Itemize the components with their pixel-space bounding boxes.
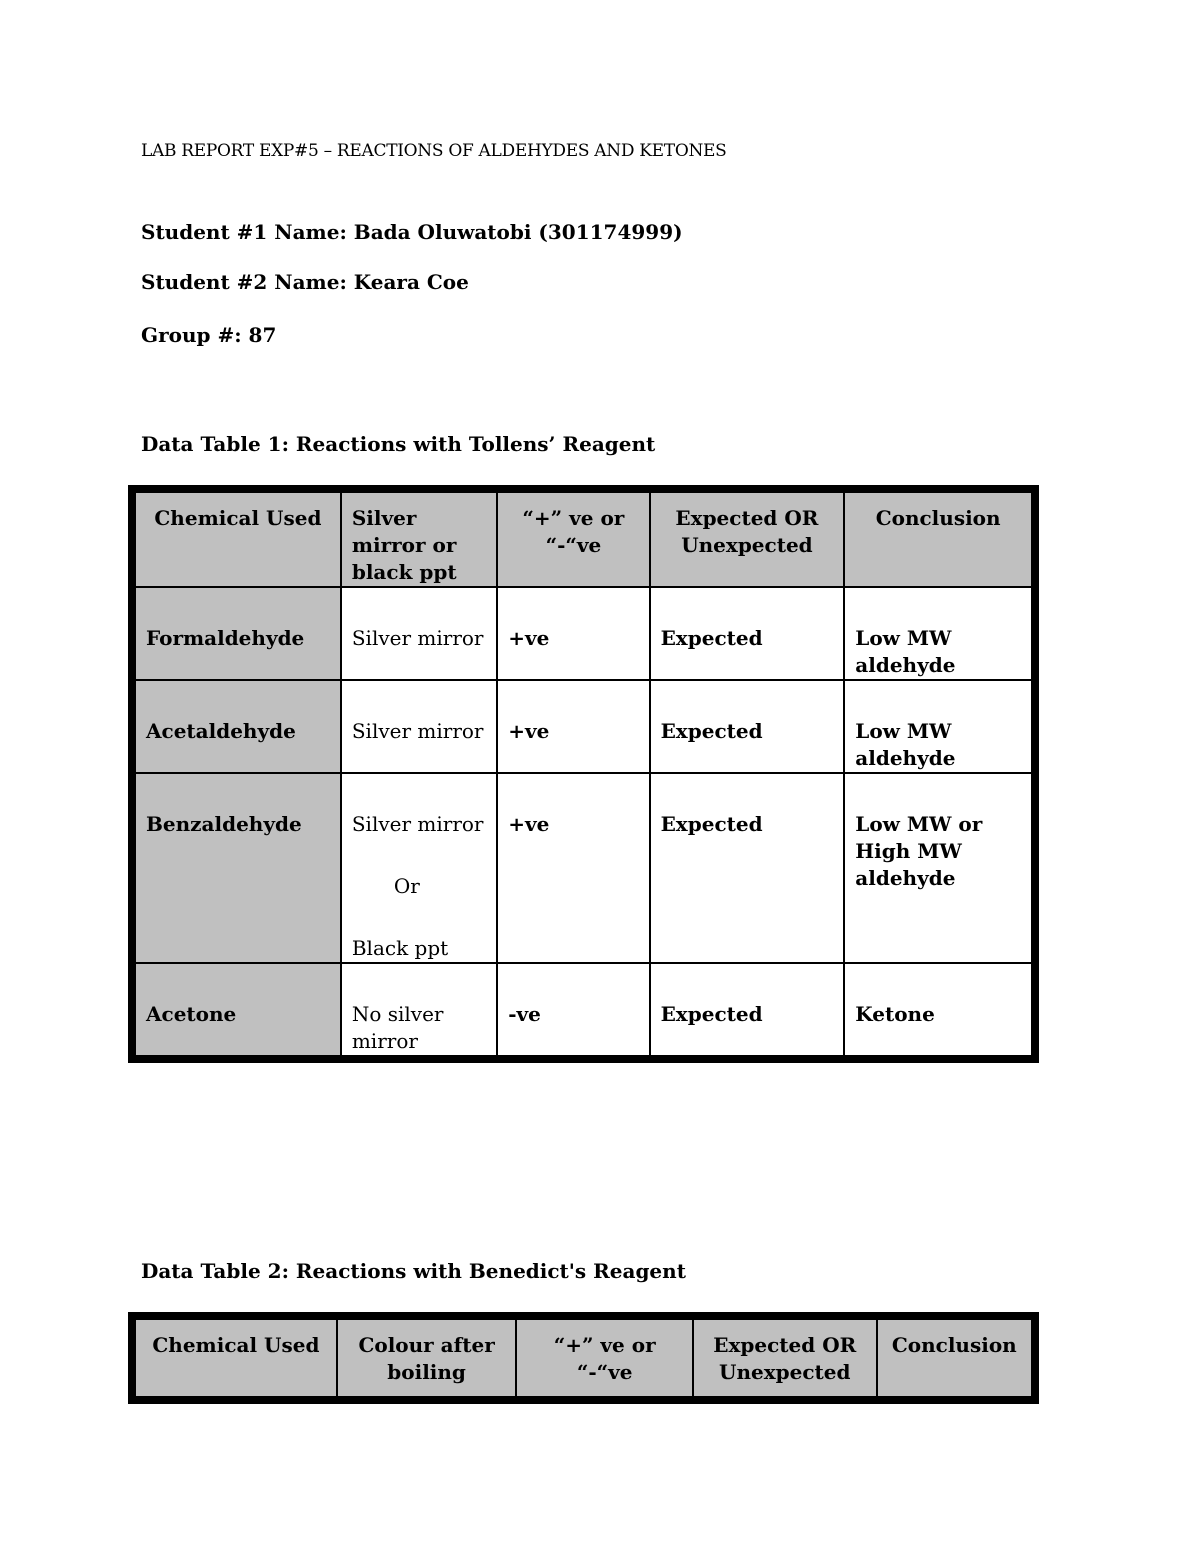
result-alternative: Black ppt — [351, 936, 449, 960]
header-sign: “+” ve or “-“ve — [497, 489, 649, 587]
result-primary: Silver mirror — [351, 812, 484, 836]
result-cell: Silver mirror — [341, 587, 497, 680]
conclusion-cell: Low MW aldehyde — [844, 587, 1035, 680]
table-header-row — [132, 1316, 1035, 1400]
group-number: Group #: 87 — [141, 323, 277, 347]
chemical-cell: Acetone — [132, 963, 341, 1059]
expected-cell: Expected — [650, 680, 845, 773]
benedicts-data-table — [128, 1312, 1039, 1404]
header-expected: Expected OR Unexpected — [693, 1316, 877, 1400]
conclusion-cell: Low MW aldehyde — [844, 680, 1035, 773]
result-cell — [341, 773, 497, 963]
table-2-caption: Data Table 2: Reactions with Benedict's Reagent — [141, 1259, 686, 1283]
header-conclusion: Conclusion — [877, 1316, 1035, 1400]
header-colour: Colour after boiling — [337, 1316, 517, 1400]
sign-cell: -ve — [497, 963, 649, 1059]
result-cell: Silver mirror — [341, 680, 497, 773]
sign-cell: +ve — [497, 773, 649, 963]
result-or: Or — [393, 874, 420, 898]
table-row — [132, 773, 1035, 963]
table-header-row — [132, 489, 1035, 587]
header-conclusion: Conclusion — [844, 489, 1035, 587]
student-1-name: Student #1 Name: Bada Oluwatobi (301174999) — [141, 220, 683, 244]
report-title: LAB REPORT EXP#5 – REACTIONS OF ALDEHYDES AND KETONES — [141, 141, 727, 161]
chemical-cell: Benzaldehyde — [132, 773, 341, 963]
table-row — [132, 963, 1035, 1059]
header-silver-mirror: Silver mirror or black ppt — [341, 489, 497, 587]
result-cell: No silver mirror — [341, 963, 497, 1059]
expected-cell: Expected — [650, 773, 845, 963]
header-expected: Expected OR Unexpected — [650, 489, 845, 587]
student-2-name: Student #2 Name: Keara Coe — [141, 270, 469, 294]
chemical-cell: Acetaldehyde — [132, 680, 341, 773]
expected-cell: Expected — [650, 963, 845, 1059]
expected-cell: Expected — [650, 587, 845, 680]
conclusion-cell: Ketone — [844, 963, 1035, 1059]
sign-cell: +ve — [497, 587, 649, 680]
table-1-caption: Data Table 1: Reactions with Tollens’ Reagent — [141, 432, 656, 456]
table-row — [132, 680, 1035, 773]
header-chemical-used: Chemical Used — [132, 1316, 337, 1400]
chemical-cell: Formaldehyde — [132, 587, 341, 680]
header-sign: “+” ve or “-“ve — [516, 1316, 693, 1400]
header-chemical-used: Chemical Used — [132, 489, 341, 587]
conclusion-cell: Low MW or High MW aldehyde — [844, 773, 1035, 963]
tollens-data-table — [128, 485, 1039, 1063]
sign-cell: +ve — [497, 680, 649, 773]
table-row — [132, 587, 1035, 680]
